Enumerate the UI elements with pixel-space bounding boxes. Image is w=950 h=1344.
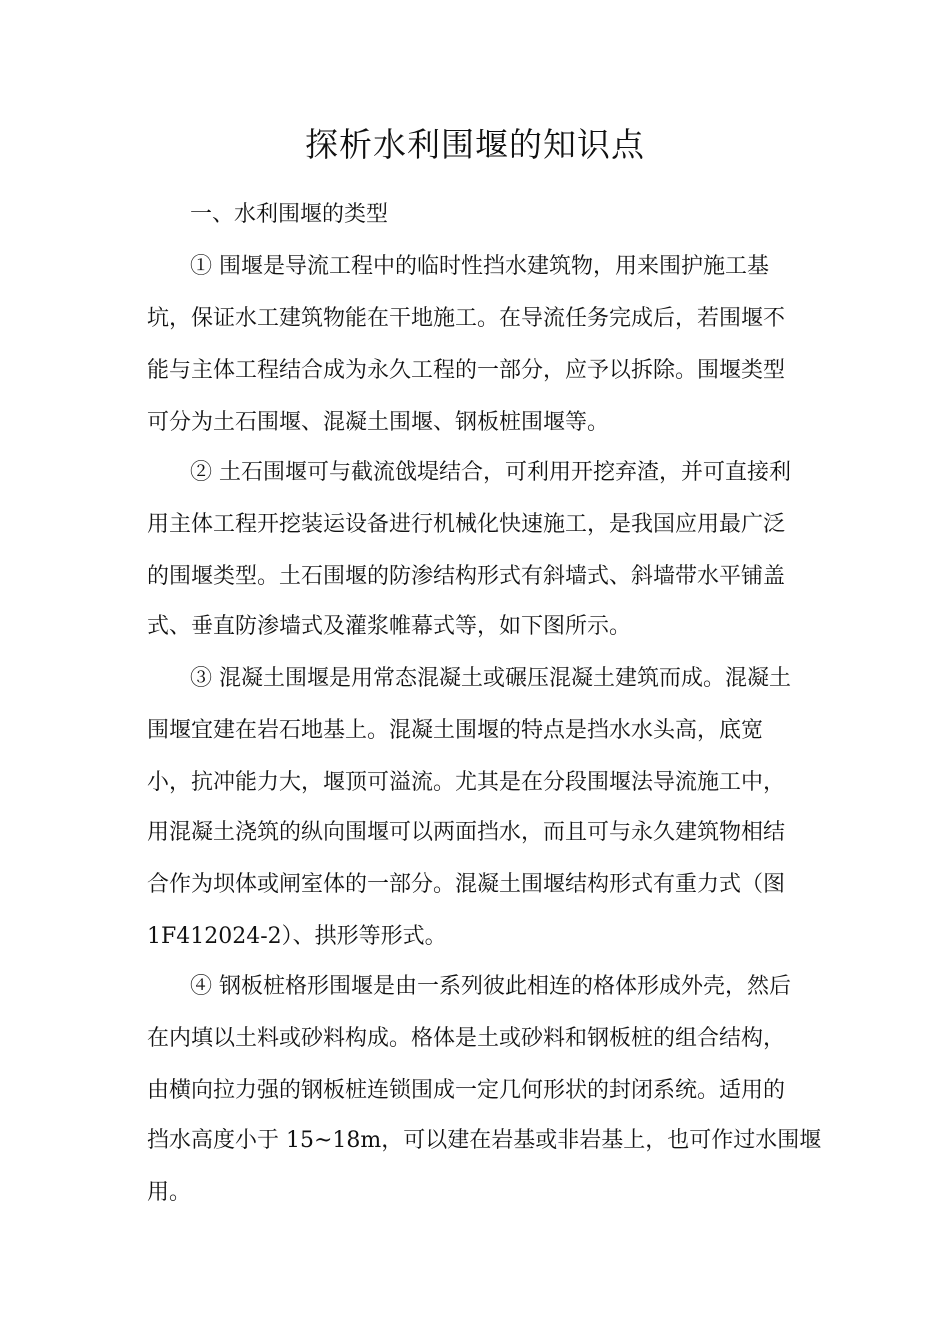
document-title: 探析水利围堰的知识点 [305,125,645,164]
paragraph-line: ③ 混凝土围堰是用常态混凝土或碾压混凝土建筑而成。混凝土 [190,666,791,691]
paragraph-line: 的围堰类型。土石围堰的防渗结构形式有斜墙式、斜墙带水平铺盖 [147,564,786,589]
paragraph-line: ④ 钢板桩格形围堰是由一系列彼此相连的格体形成外壳，然后 [190,974,791,999]
paragraph-line: ① 围堰是导流工程中的临时性挡水建筑物，用来围护施工基 [190,254,769,279]
paragraph-line: 小，抗冲能力大，堰顶可溢流。尤其是在分段围堰法导流施工中， [147,770,786,795]
section-heading: 一、水利围堰的类型 [190,202,389,227]
paragraph-line: 在内填以土料或砂料构成。格体是土或砂料和钢板桩的组合结构， [147,1026,786,1051]
paragraph-line: ② 土石围堰可与截流戗堤结合，可利用开挖弃渣，并可直接利 [190,460,791,485]
paragraph-line: 1F412024-2）、拱形等形式。 [147,924,447,949]
paragraph-line: 用混凝土浇筑的纵向围堰可以两面挡水，而且可与永久建筑物相结 [147,820,786,845]
paragraph-line: 式、垂直防渗墙式及灌浆帷幕式等，如下图所示。 [147,614,632,639]
paragraph-line: 围堰宜建在岩石地基上。混凝土围堰的特点是挡水水头高，底宽 [147,718,764,743]
paragraph-line: 可分为土石围堰、混凝土围堰、钢板桩围堰等。 [147,410,610,435]
paragraph-line: 合作为坝体或闸室体的一部分。混凝土围堰结构形式有重力式（图 [147,872,786,897]
paragraph-line: 由横向拉力强的钢板桩连锁围成一定几何形状的封闭系统。适用的 [147,1078,786,1103]
paragraph-line: 用主体工程开挖装运设备进行机械化快速施工，是我国应用最广泛 [147,512,786,537]
paragraph-line: 用。 [147,1180,192,1205]
paragraph-line: 能与主体工程结合成为永久工程的一部分，应予以拆除。围堰类型 [147,358,786,383]
paragraph-line: 挡水高度小于 15~18m，可以建在岩基或非岩基上，也可作过水围堰 [147,1128,822,1153]
paragraph-line: 坑，保证水工建筑物能在干地施工。在导流任务完成后，若围堰不 [147,306,786,331]
